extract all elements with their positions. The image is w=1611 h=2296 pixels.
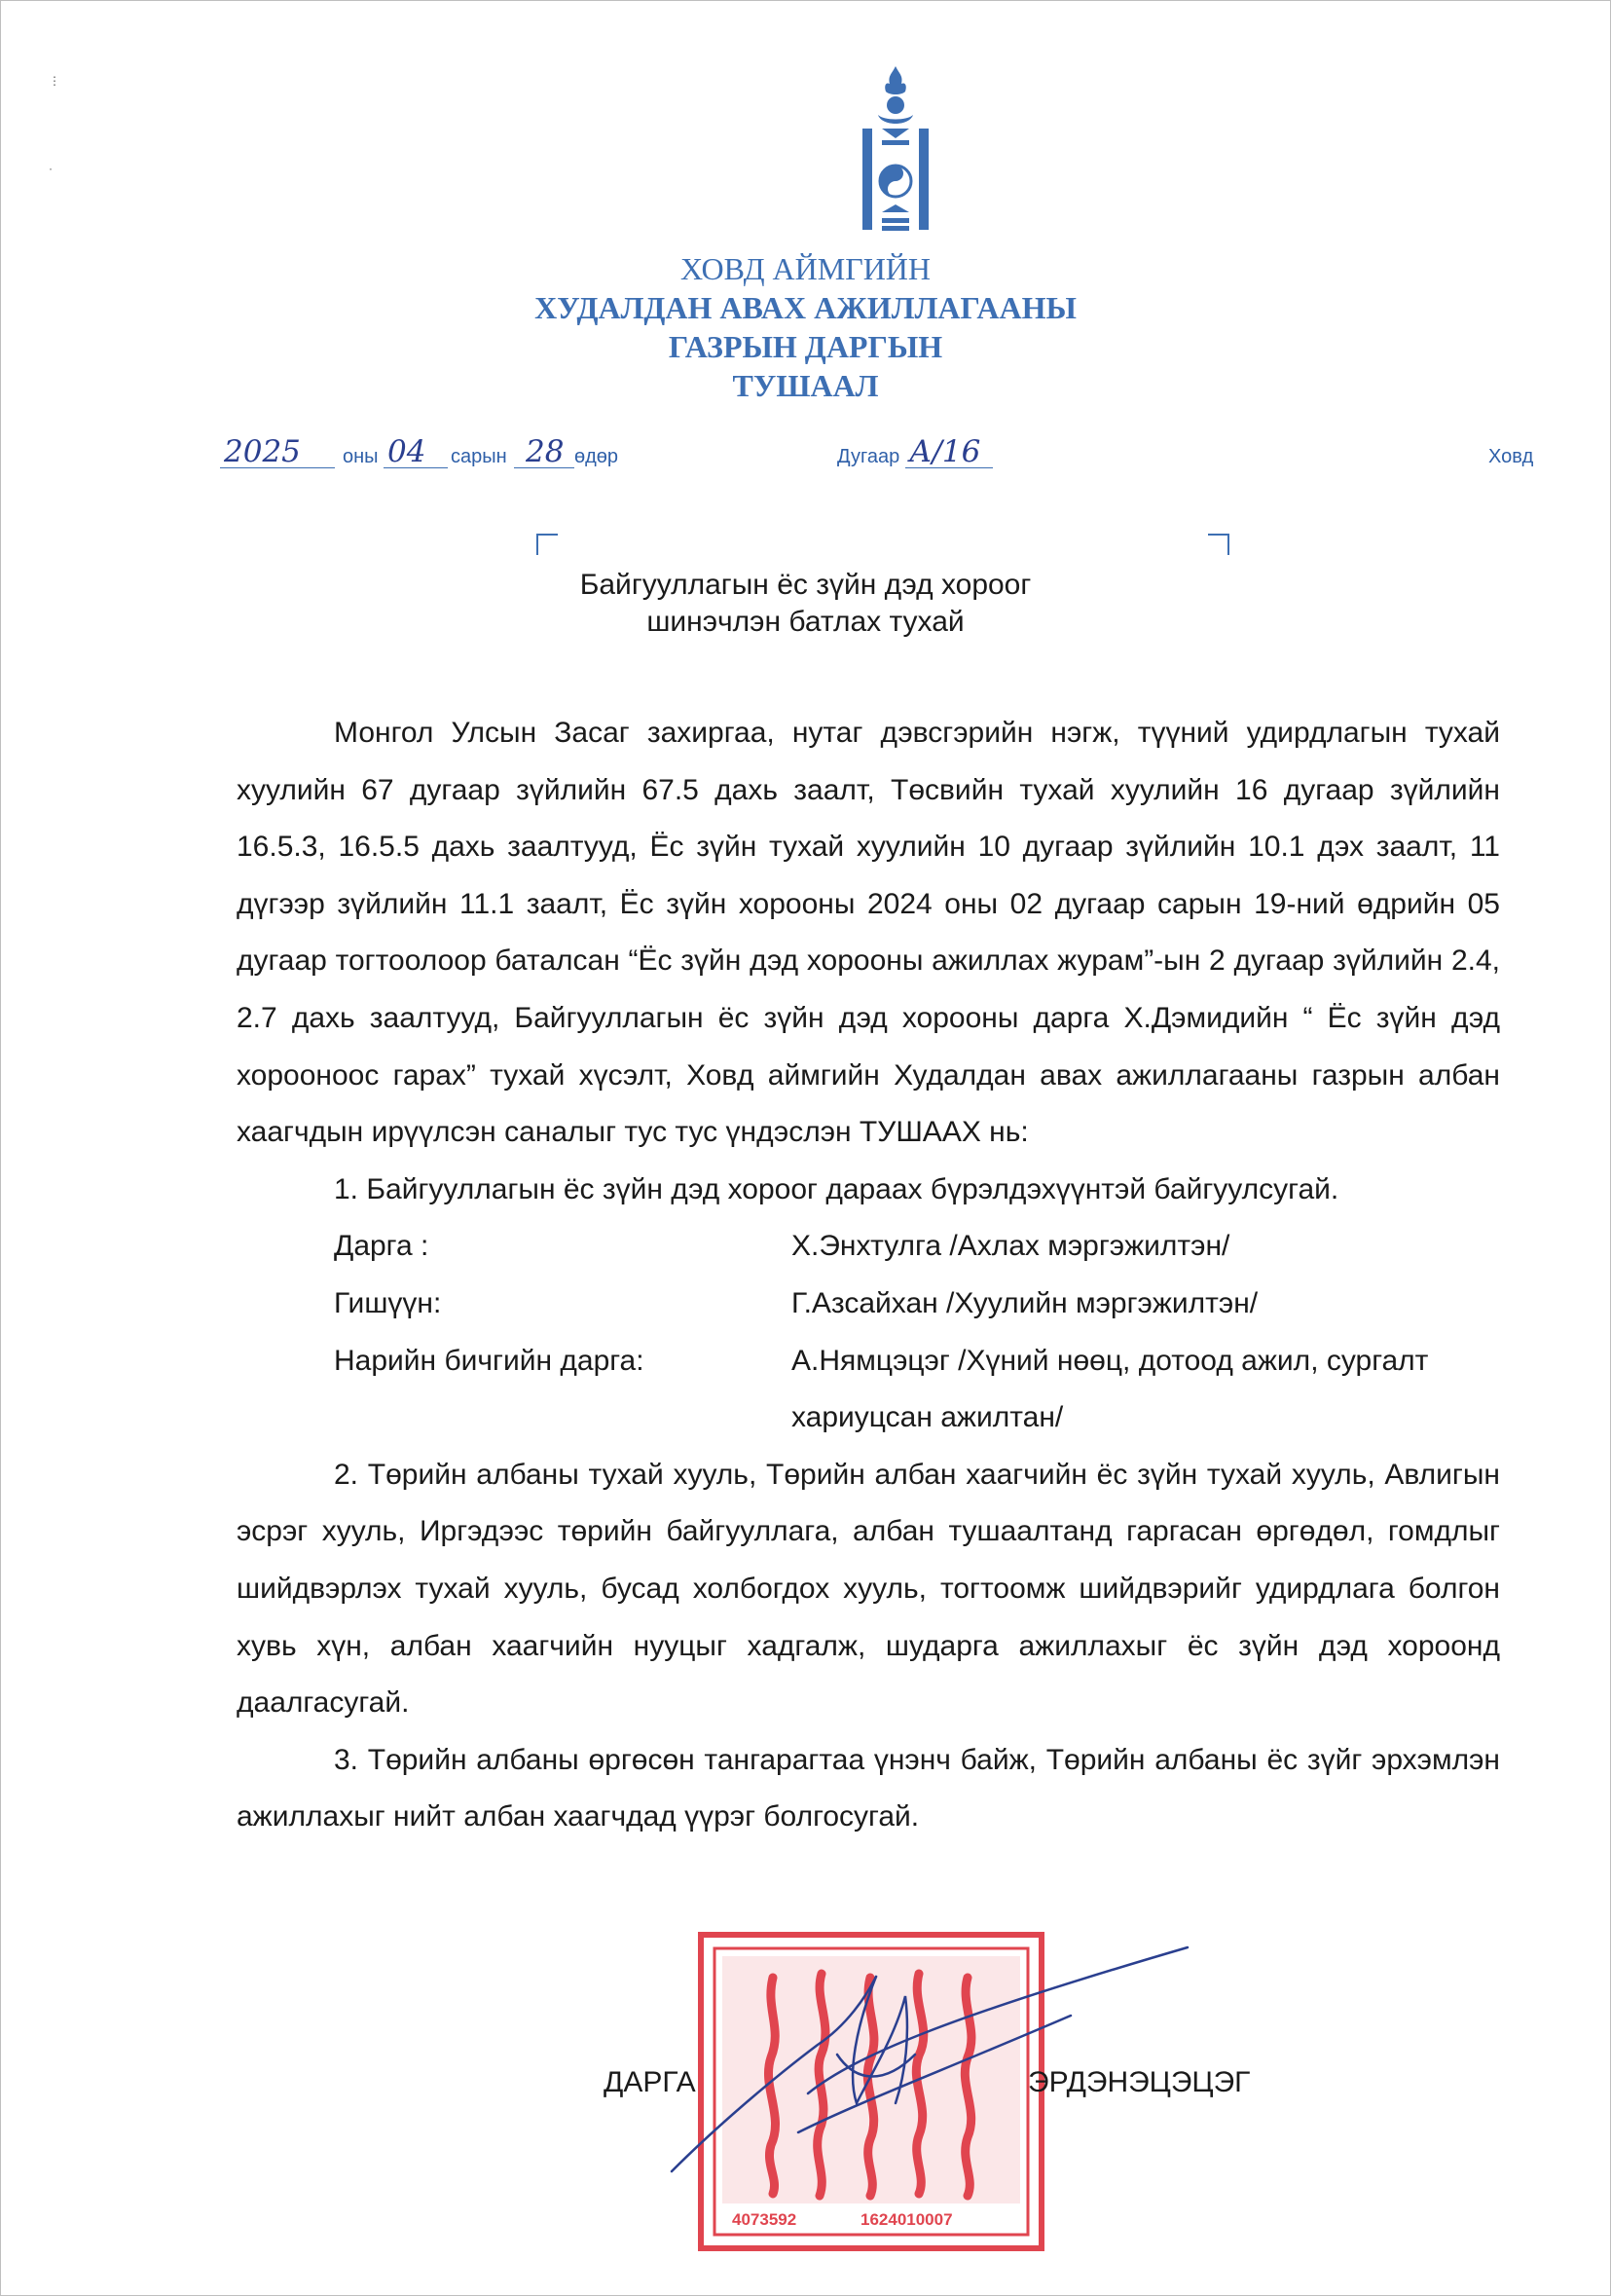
document-header (0, 249, 1611, 405)
handwritten-signature (662, 1938, 1207, 2181)
soyombo-emblem-icon (849, 64, 942, 236)
member-name: Г.Азсайхан /Хуулийн мэргэжилтэн/ (791, 1286, 1259, 1319)
subject-line-2: шинэчлэн батлах тухай (646, 606, 965, 638)
preamble-paragraph: Монгол Улсын Засаг захиргаа, нутаг дэвсгэрийн нэгж, түүний удирдлагын тухай хуулийн 67 дугаар зүйлийн 67.5 дахь заалт, Төсвийн тухай хуулийн 16 дугаар зүйлийн 16.5.3, 16.5.5 дахь заалтууд, Ёс зүйн тухай хуулийн 10 дугаар зүйлийн 10.1 дэх заалт, 11 дүгээр зүйлийн 11.1 заалт, Ёс зүйн хорооны 2024 оны 02 дугаар сарын 19-ний өдрийн 05 дугаар тогтоолоор баталсан “Ёс зүйн дэд хорооны ажиллах журам”-ын 2 дугаар зүйлийн 2.4, 2.7 дахь заалтууд, Байгууллагын ёс зүйн дэд хорооны дарга Х.Дэмидийн “ Ёс зүйн дэд хорооноос гарах” тухай хүсэлт, Ховд аймгийн Худалдан авах ажиллагааны газрын албан хаагчдын ирүүлсэн саналыг тус тус үндэслэн ТУШААХ нь: (237, 717, 1500, 1149)
year-label: оны (343, 446, 379, 467)
member-role: Гишүүн: (334, 1286, 442, 1319)
place-label: Ховд (1488, 446, 1534, 467)
scan-mark: ⋮ (49, 74, 60, 88)
committee-member-chair (237, 1218, 1500, 1276)
stamp-number-left: 4073592 (732, 2210, 797, 2229)
subject-line-1: Байгууллагын ёс зүйн дэд хороог (579, 569, 1032, 601)
header-province: ХОВД АЙМГИЙН (679, 251, 932, 286)
number-label: Дугаар (837, 446, 900, 467)
handwritten-month: 04 (387, 434, 426, 469)
member-name: Х.Энхтулга /Ахлах мэргэжилтэн/ (791, 1230, 1230, 1263)
committee-member-secretary (237, 1333, 1500, 1447)
day-label: өдөр (574, 446, 619, 467)
order-item-2: 2. Төрийн албаны тухай хууль, Төрийн албан хаагчийн ёс зүйн тухай хууль, Авлигын эсрэг хууль, Иргэдээс төрийн байгууллага, албан тушаалтанд гаргасан өргөдөл, гомдлыг шийдвэрлэх тухай хууль, бусад холбогдох хууль, тогтоомж шийдвэрийг удирдлага болгон хувь хүн, албан хаагчийн нууцыг хадгалж, шударга ажиллахыг ёс зүйн дэд хороонд даалгасугай. (237, 1458, 1500, 1720)
stamp-number-right: 1624010007 (860, 2210, 953, 2229)
signatory-name: ЭРДЭНЭЦЭЦЭГ (1028, 2066, 1251, 2098)
handwritten-year: 2025 (224, 434, 301, 469)
committee-member-member (237, 1276, 1500, 1333)
month-label: сарын (451, 446, 507, 467)
scan-mark: · (49, 162, 53, 175)
order-item-1: 1. Байгууллагын ёс зүйн дэд хороог дараах бүрэлдэхүүнтэй байгуулсугай. (334, 1172, 1339, 1205)
handwritten-day: 28 (526, 434, 565, 469)
member-role: Дарга : (334, 1230, 429, 1263)
document-subject (0, 567, 1611, 641)
header-agency: ХУДАЛДАН АВАХ АЖИЛЛАГААНЫ (534, 290, 1077, 325)
header-doc-type: ТУШААЛ (732, 368, 879, 403)
member-name: А.Нямцэцэг /Хүний нөөц, дотоод ажил, сургалт хариуцсан ажилтан/ (791, 1344, 1429, 1434)
date-row (0, 434, 1611, 477)
order-item-3: 3. Төрийн албаны өргөсөн тангарагтаа үнэнч байж, Төрийн албаны ёс зүйг эрхэмлэн ажиллахыг нийт албан хаагчдад үүрэг болгосугай. (237, 1743, 1500, 1833)
document-body (237, 705, 1500, 1846)
subject-corner-right (1208, 534, 1229, 555)
signature-title: ДАРГА (604, 2066, 696, 2098)
subject-corner-left (536, 534, 558, 555)
member-role: Нарийн бичгийн дарга: (334, 1344, 644, 1377)
header-office: ГАЗРЫН ДАРГЫН (668, 329, 943, 364)
handwritten-number: А/16 (909, 434, 981, 469)
